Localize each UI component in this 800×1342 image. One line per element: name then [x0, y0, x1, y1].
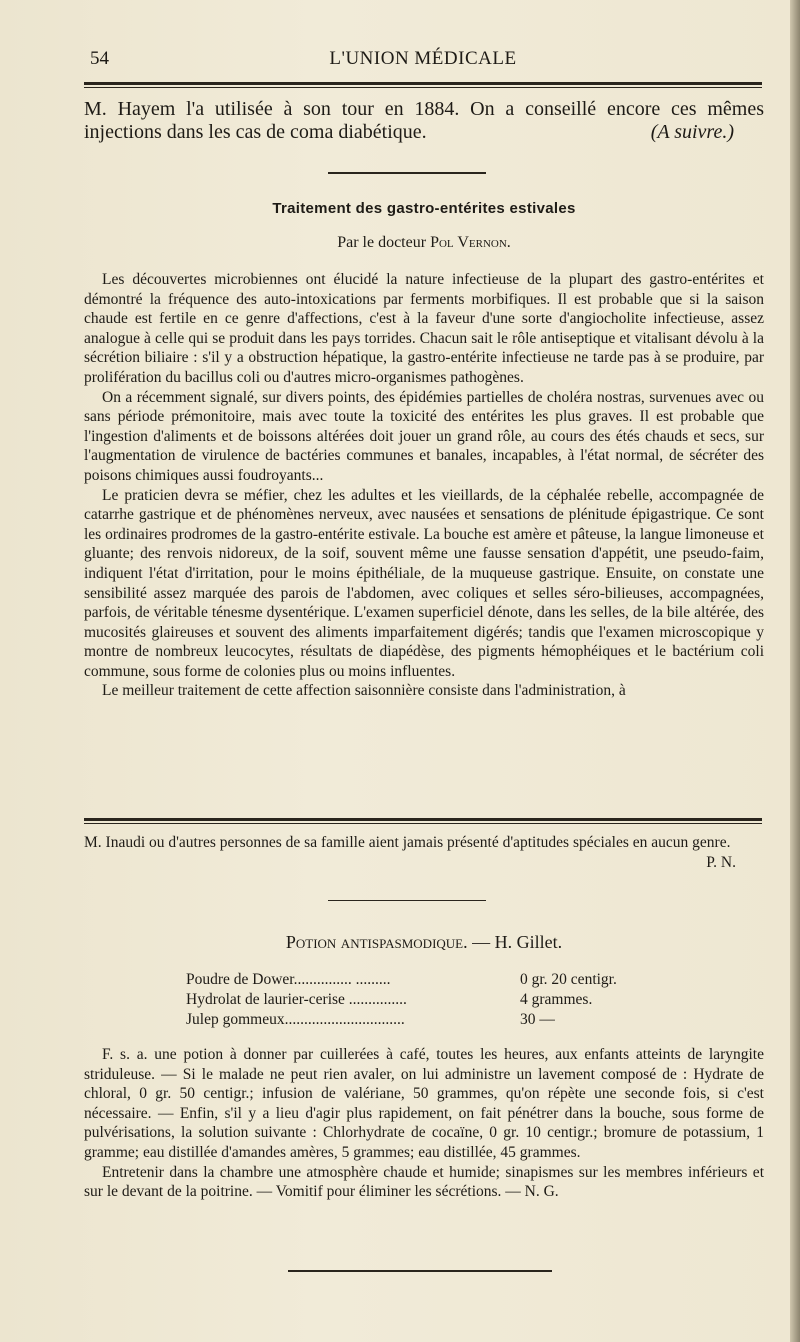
instruction-paragraph: Entretenir dans la chambre une atmosphère chaude et humide; sinapismes sur les membres inférieurs et sur le devant de la poitrine. — Vomitif pour éliminer les sécrétions. — N. G. [84, 1163, 764, 1201]
recipe-instructions [84, 1045, 764, 1202]
ingredient-row [186, 990, 666, 1010]
ingredient-name: Poudre de Dower............... ......... [186, 971, 391, 988]
feuilleton-rule-thin [84, 823, 762, 824]
ingredient-row [186, 1010, 666, 1030]
article-title: Traitement des gastro-entérites estivales [272, 200, 576, 217]
article-paragraph: Les découvertes microbiennes ont élucidé la nature infectieuse de la plupart des gastro-entérites et démontré la fréquence des auto-intoxications par ferments morbifiques. Il est probable que si la saison chaude est fertile en ce genre d'affections, c'est à la faveur d'une sorte d'angiocholite infectieuse, assez analogue à celle qui se produit dans les pays torrides. Chacun sait le rôle antiseptique et vitalisant dévolu à la sécrétion biliaire : s'il y a obstruction hépatique, la gastro-entérite infectieuse ne tarde pas à se produire, par prolifération du bacillus coli ou d'autres micro-organismes pathogènes. [84, 271, 764, 386]
note-text: M. Inaudi ou d'autres personnes de sa famille aient jamais présenté d'aptitudes spéciales en aucun genre. [84, 834, 731, 851]
ingredient-quantity: 0 gr. 20 centigr. [520, 971, 617, 988]
page-header [84, 48, 762, 74]
article-paragraph: Le praticien devra se méfier, chez les adultes et les vieillards, de la céphalée rebelle, accompagnée de catarrhe gastrique et de phénomènes nerveux, avec nausées et sensations de plénitude épigastrique. Ce sont les ordinaires prodromes de la gastro-entérite estivale. La bouche est amère et pâteuse, la langue limoneuse et gluante; des renvois nidoreux, de la soif, souvent même une fausse sensation d'appétit, une pseudo-faim, indiquent l'état d'irritation, pour le moins épithéliale, de la muqueuse gastrique. Ensuite, on constate une sensibilité assez marquée des parois de l'abdomen, avec coliques et selles séro-bilieuses, accompagnées, parfois, de véritable ténesme dysentérique. L'examen superficiel dénote, dans les selles, de la bile altérée, des mucosités glaireuses et souvent des aliments imparfaitement digérés; tandis que l'examen microscopique y montre de nombreux leucocytes, résultats de diapédèse, des pigments hémophéiques et le bactérium coli commune, sous forme de colonies plus ou moins influentes. [84, 486, 764, 680]
section-divider [328, 172, 486, 174]
recipe-author: — H. Gillet. [467, 932, 563, 952]
article-body [84, 270, 764, 701]
ingredient-quantity: 30 — [520, 1011, 555, 1028]
ingredient-name: Hydrolat de laurier-cerise ............... [186, 991, 407, 1008]
bottom-note [84, 833, 764, 873]
page-spine-shadow [790, 0, 800, 1342]
journal-title: L'UNION MÉDICALE [329, 48, 517, 69]
page-number: 54 [90, 48, 109, 69]
ingredient-row [186, 970, 666, 990]
previous-article-ending [84, 98, 764, 144]
feuilleton-rule-thick [84, 818, 762, 821]
instruction-paragraph: F. s. a. une potion à donner par cuillerées à café, toutes les heures, aux enfants atteints de laryngite striduleuse. — Si le malade ne peut rien avaler, on lui administre un lavement composé de : Hydrate de chloral, 0 gr. 50 centigr.; infusion de valériane, 50 grammes, qu'on répète une seconde fois, si c'est nécessaire. — Enfin, s'il y a lieu d'agir plus rapidement, on fait pénétrer dans la bouche, sous forme de pulvérisations, la solution suivante : Chlorhydrate de cocaïne, 0 gr. 10 centigr.; bromure de potassium, 1 gramme; eau distillée d'amandes amères, 5 grammes; eau distillée, 45 grammes. [84, 1046, 764, 1161]
recipe-name: Potion antispasmodique. [285, 932, 468, 952]
article-paragraph: On a récemment signalé, sur divers points, des épidémies partielles de choléra nostras, survenues avec ou sans période prémonitoire, mais avec toute la toxicité des entérites les plus graves. Il est probable que l'ingestion d'aliments et de boissons altérées doit jouer un grand rôle, au cours des étés chauds et secs, sur l'augmentation de virulence de bactéries communes et banales, incapables, à l'état normal, de sécréter des poisons chimiques aussi foudroyants... [84, 388, 764, 484]
ingredient-quantity: 4 grammes. [520, 991, 593, 1008]
header-rule-thick [84, 82, 762, 85]
article-paragraph: Le meilleur traitement de cette affection saisonnière consiste dans l'administration, à [102, 682, 626, 700]
recipe-title [84, 932, 764, 953]
end-rule [288, 1270, 552, 1272]
author-name: Pol Vernon. [430, 234, 511, 251]
header-rule-thin [84, 87, 762, 88]
to-follow-label: (A suivre.) [650, 121, 734, 143]
continuation-text: M. Hayem l'a utilisée à son tour en 1884. On a conseillé encore ces mêmes injections dans les cas de coma diabétique. [84, 98, 764, 143]
ingredient-name: Julep gommeux............................... [186, 1011, 405, 1028]
ingredient-list [186, 970, 666, 1030]
note-signature: P. N. [706, 853, 736, 871]
section-divider [328, 900, 486, 901]
article-byline [84, 234, 764, 252]
byline-prefix: Par le docteur [337, 234, 431, 251]
